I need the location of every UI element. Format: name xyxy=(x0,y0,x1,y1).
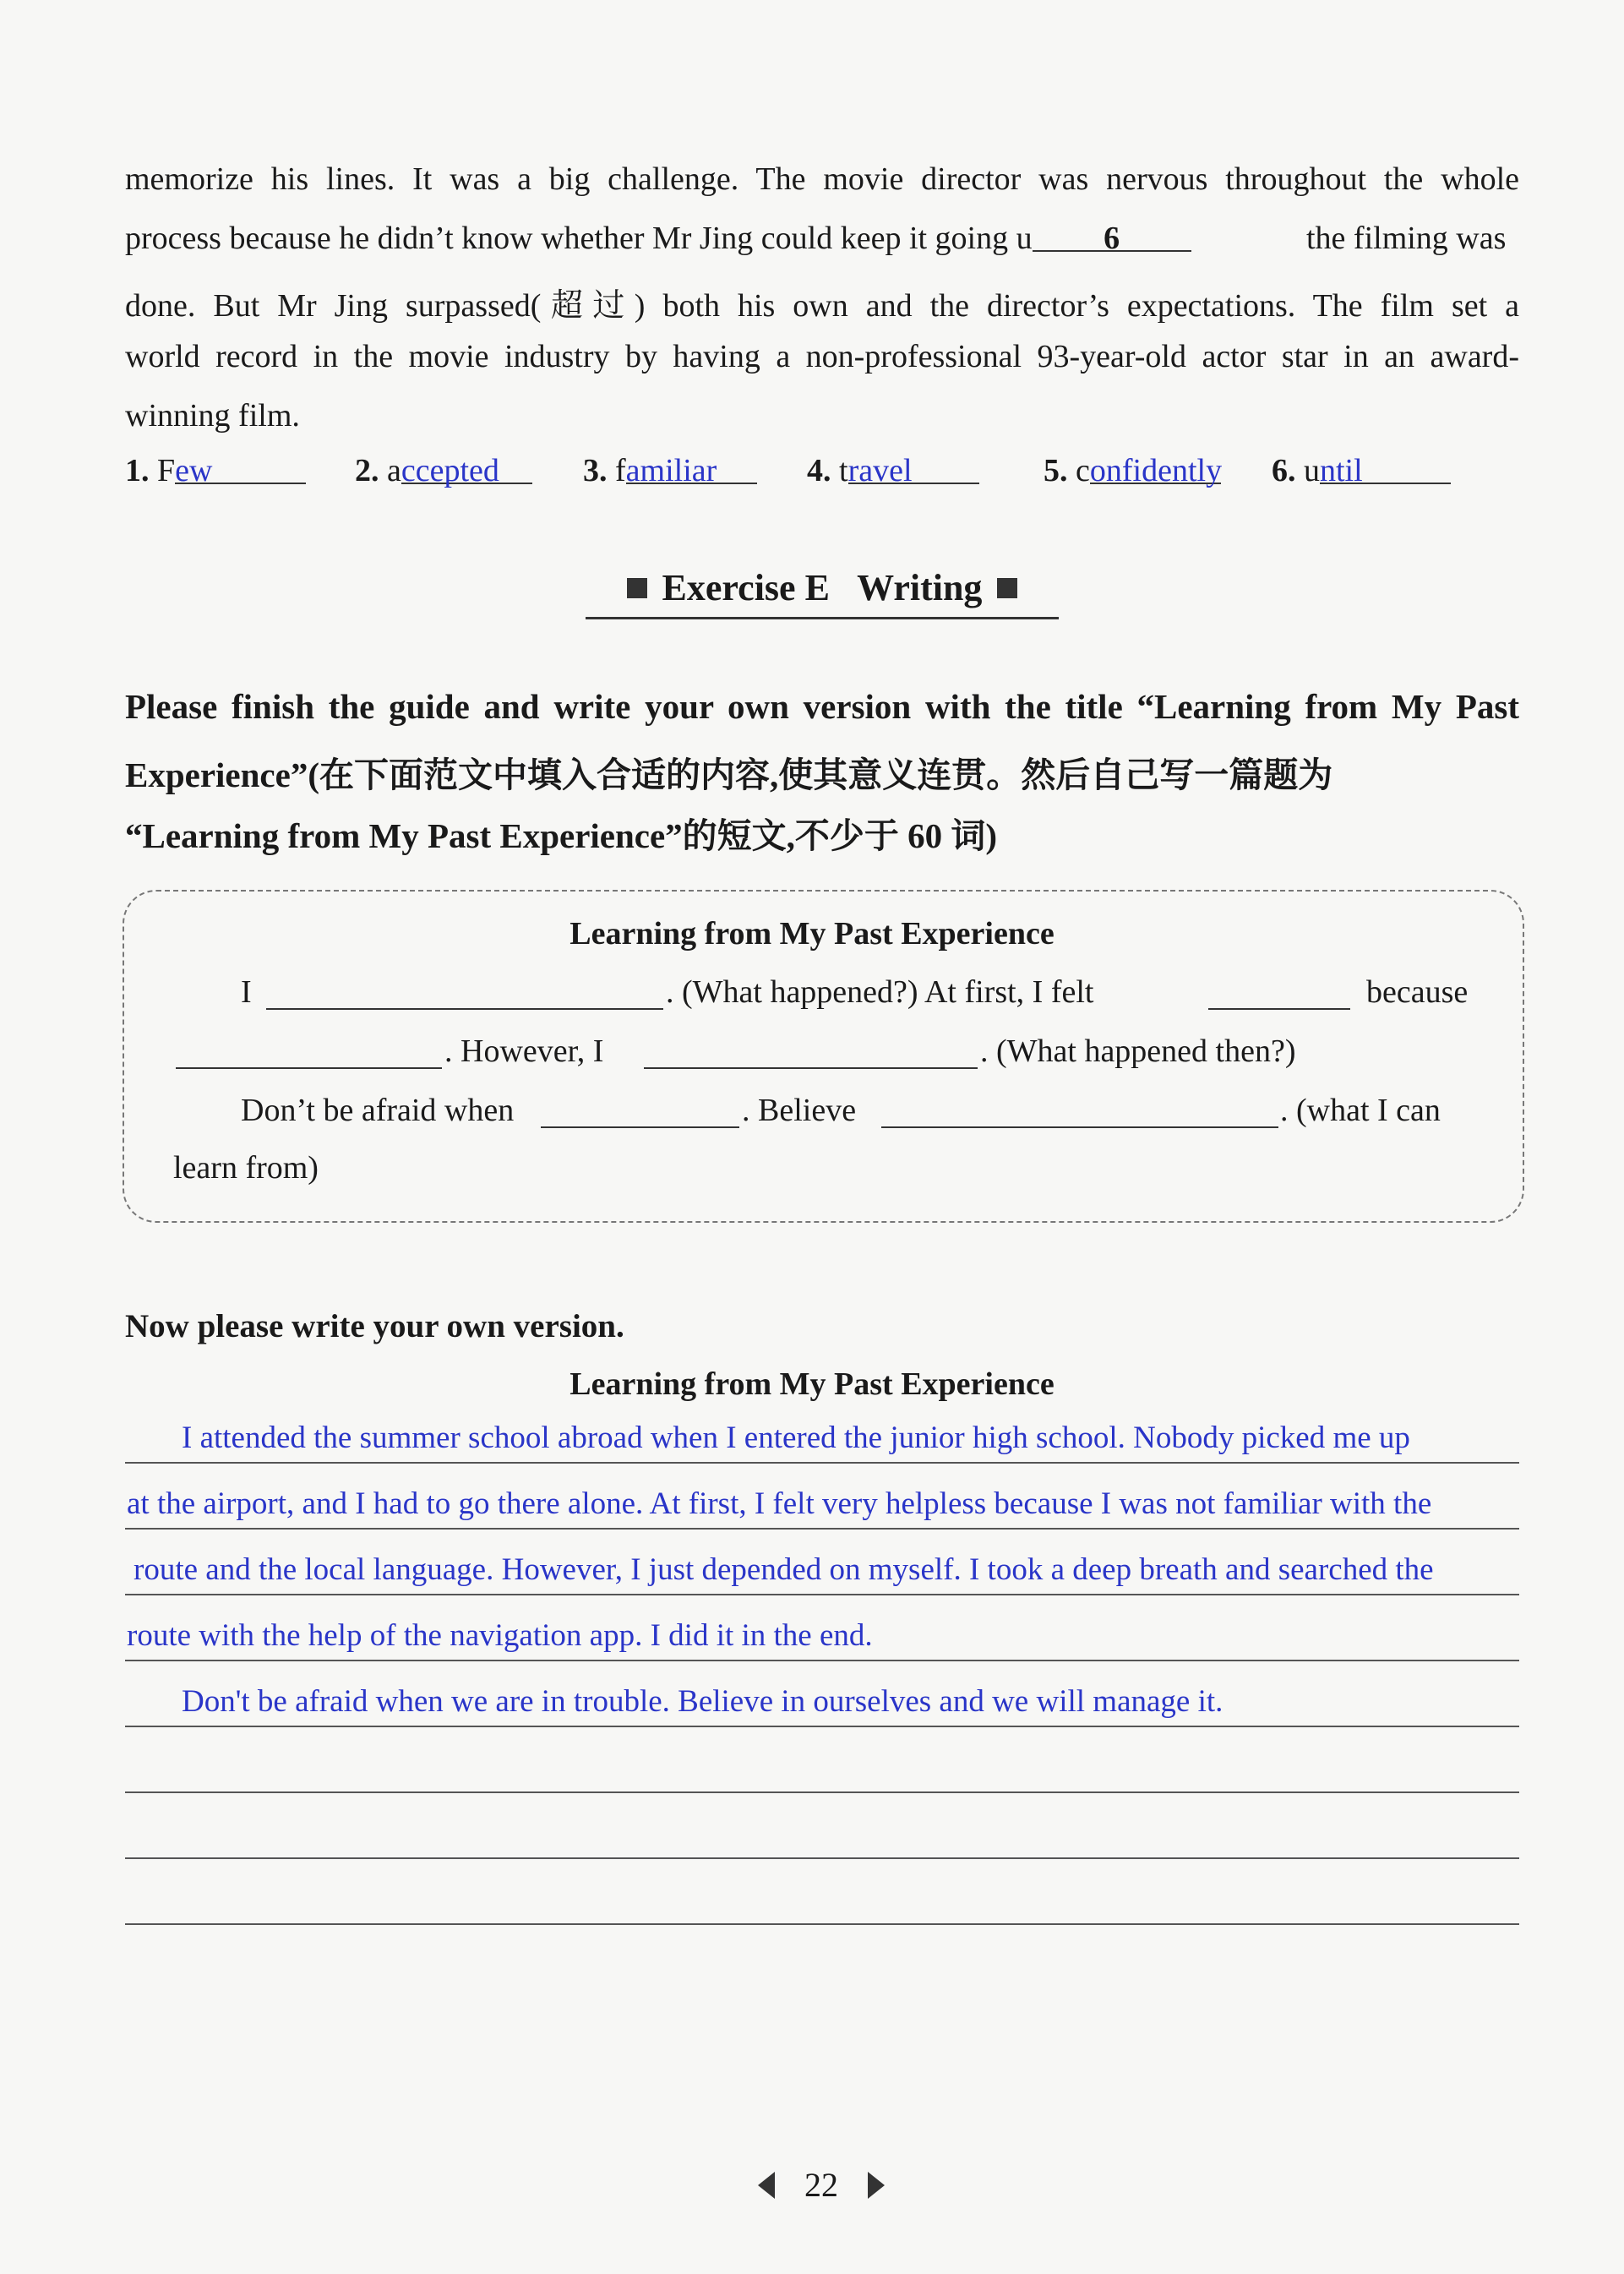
next-page-icon[interactable] xyxy=(868,2172,885,2199)
passage-line xyxy=(125,220,1191,257)
answer-4: 4. travel xyxy=(807,452,979,489)
guide-blank[interactable] xyxy=(266,1008,663,1010)
passage-line: done. But Mr Jing surpassed(超过) both his own and the director’s expectations. The film set a xyxy=(125,288,1519,324)
ruled-line xyxy=(125,1726,1519,1727)
ruled-line xyxy=(125,1857,1519,1859)
square-bullet-icon xyxy=(627,578,647,598)
guide-blank[interactable] xyxy=(1208,1008,1350,1010)
ruled-line xyxy=(125,1594,1519,1595)
ruled-line xyxy=(125,1791,1519,1793)
ruled-line xyxy=(125,1462,1519,1464)
instruction-line: “Learning from My Past Experience”的短文,不少于 60 词) xyxy=(125,816,998,855)
own-version-title: Learning from My Past Experience xyxy=(569,1366,1055,1402)
square-bullet-icon xyxy=(997,578,1017,598)
instruction-line: Experience”(在下面范文中填入合适的内容,使其意义连贯。然后自己写一篇题为 xyxy=(125,755,1333,794)
answer-3: 3. familiar xyxy=(583,452,757,489)
passage-line: winning film. xyxy=(125,398,300,434)
guide-blank[interactable] xyxy=(176,1067,442,1069)
passage-text: process because he didn’t know whether Mr Jing could keep it going u xyxy=(125,221,1033,256)
guide-text: Don’t be afraid when xyxy=(241,1093,515,1128)
guide-blank[interactable] xyxy=(541,1126,739,1128)
essay-line: Don't be afraid when we are in trouble. Believe in ourselves and we will manage it. xyxy=(182,1684,1223,1719)
essay-line: route and the local language. However, I just depended on myself. I took a deep breath and searched the xyxy=(134,1552,1434,1587)
passage-line: world record in the movie industry by having a non-professional 93-year-old actor star in an award- xyxy=(125,339,1519,374)
instruction-line: Please finish the guide and write your own version with the title “Learning from My Past xyxy=(125,687,1519,726)
answer-5: 5. confidently xyxy=(1044,453,1223,488)
guide-blank[interactable] xyxy=(644,1067,978,1069)
guide-text: . (what I can xyxy=(1280,1093,1441,1128)
guide-text: learn from) xyxy=(173,1150,319,1186)
guide-text: I xyxy=(241,974,252,1010)
answer-6: 6. until xyxy=(1272,452,1451,489)
guide-title: Learning from My Past Experience xyxy=(569,916,1055,952)
essay-line: route with the help of the navigation app. I did it in the end. xyxy=(127,1618,873,1653)
blank-6: 6 xyxy=(1033,220,1191,252)
page-number: 22 xyxy=(804,2166,838,2204)
guide-text: . Believe xyxy=(742,1093,857,1128)
guide-text: . However, I xyxy=(444,1033,604,1069)
guide-blank[interactable] xyxy=(881,1126,1278,1128)
ruled-line xyxy=(125,1660,1519,1661)
ruled-line xyxy=(125,1528,1519,1530)
ruled-line xyxy=(125,1923,1519,1925)
own-version-prompt: Now please write your own version. xyxy=(125,1308,624,1344)
guide-text: . (What happened then?) xyxy=(980,1033,1296,1069)
section-heading: Exercise E Writing xyxy=(586,566,1059,619)
passage-line: memorize his lines. It was a big challenge. The movie director was nervous throughout the whole xyxy=(125,161,1519,197)
answer-1: 1. Few xyxy=(125,452,306,489)
guide-text: . (What happened?) At first, I felt xyxy=(666,974,1094,1010)
essay-line: at the airport, and I had to go there alone. At first, I felt very helpless because I was not familiar with the xyxy=(127,1486,1432,1521)
guide-text: because xyxy=(1366,974,1469,1010)
passage-text: the filming was xyxy=(1306,221,1507,256)
previous-page-icon[interactable] xyxy=(758,2172,775,2199)
answer-2: 2. accepted xyxy=(355,452,532,489)
essay-line: I attended the summer school abroad when I entered the junior high school. Nobody picked me up xyxy=(182,1421,1410,1455)
